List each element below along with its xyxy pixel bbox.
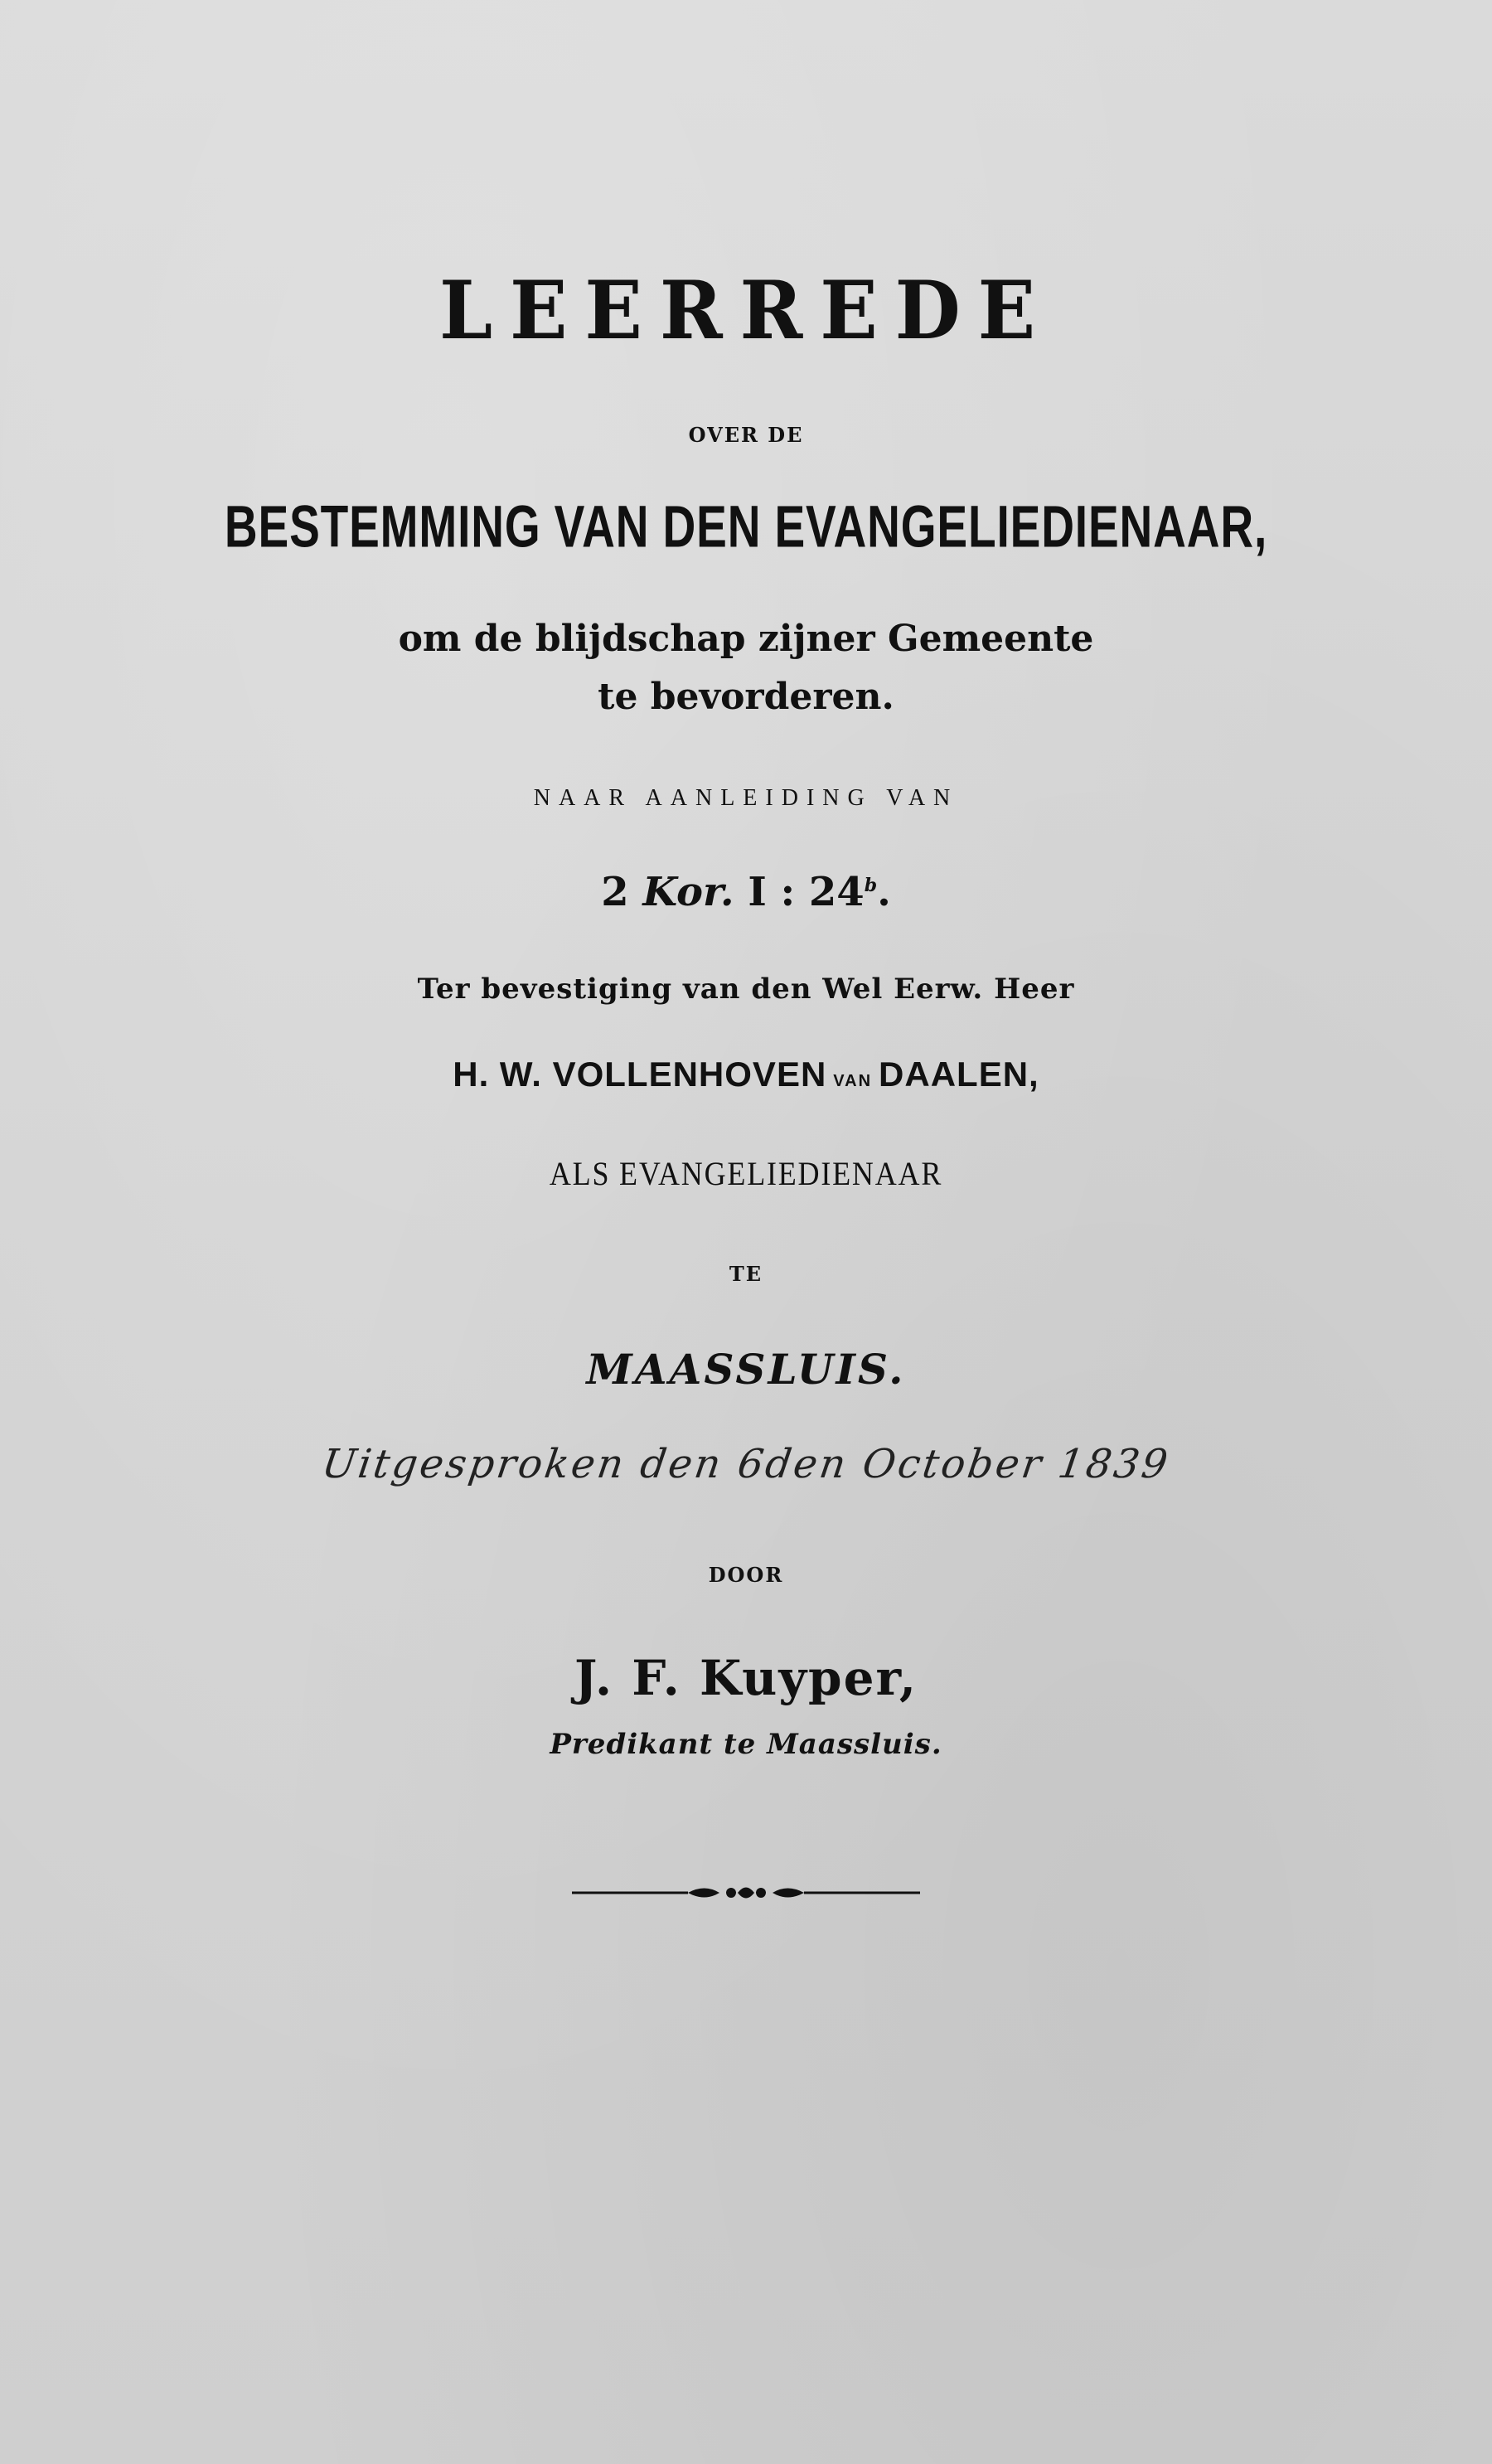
te-line: TE	[729, 1262, 763, 1286]
bible-reference-suffix: b	[864, 875, 878, 896]
bible-reference-end: .	[877, 869, 891, 915]
minister-name-van: VAN	[833, 1072, 873, 1090]
bible-reference-book: Kor.	[642, 869, 734, 915]
sermon-subject: BESTEMMING VAN DEN EVANGELIEDIENAAR,	[224, 492, 1268, 560]
place-name: MAASSLUIS.	[586, 1345, 906, 1394]
als-evangeliedienaar-line: ALS EVANGELIEDIENAAR	[549, 1155, 943, 1192]
minister-name-part2: DAALEN,	[879, 1055, 1039, 1094]
naar-aanleiding-line: NAAR AANLEIDING VAN	[533, 785, 959, 811]
purpose-line-1: om de blijdschap zijner Gemeente	[398, 618, 1094, 660]
author-role: Predikant te Maassluis.	[550, 1728, 942, 1761]
door-line: DOOR	[708, 1563, 784, 1587]
ornament-divider-icon	[572, 1880, 920, 1905]
minister-name	[0, 1055, 1492, 1094]
bevestiging-line: Ter bevestiging van den Wel Eerw. Heer	[417, 973, 1075, 1006]
author-name: J. F. Kuyper,	[574, 1650, 918, 1706]
bible-reference-book-number: 2	[601, 869, 629, 915]
bible-reference-chapter-verse: I : 24	[748, 869, 865, 915]
sermon-title: LEERREDE	[438, 264, 1054, 357]
minister-name-part1: H. W. VOLLENHOVEN	[453, 1055, 827, 1094]
handwritten-date-note: Uitgesproken den 6den October 1839	[318, 1441, 1174, 1487]
over-de-line: OVER DE	[688, 423, 804, 447]
bible-reference	[0, 869, 1492, 915]
purpose-line-2: te bevorderen.	[598, 676, 894, 718]
